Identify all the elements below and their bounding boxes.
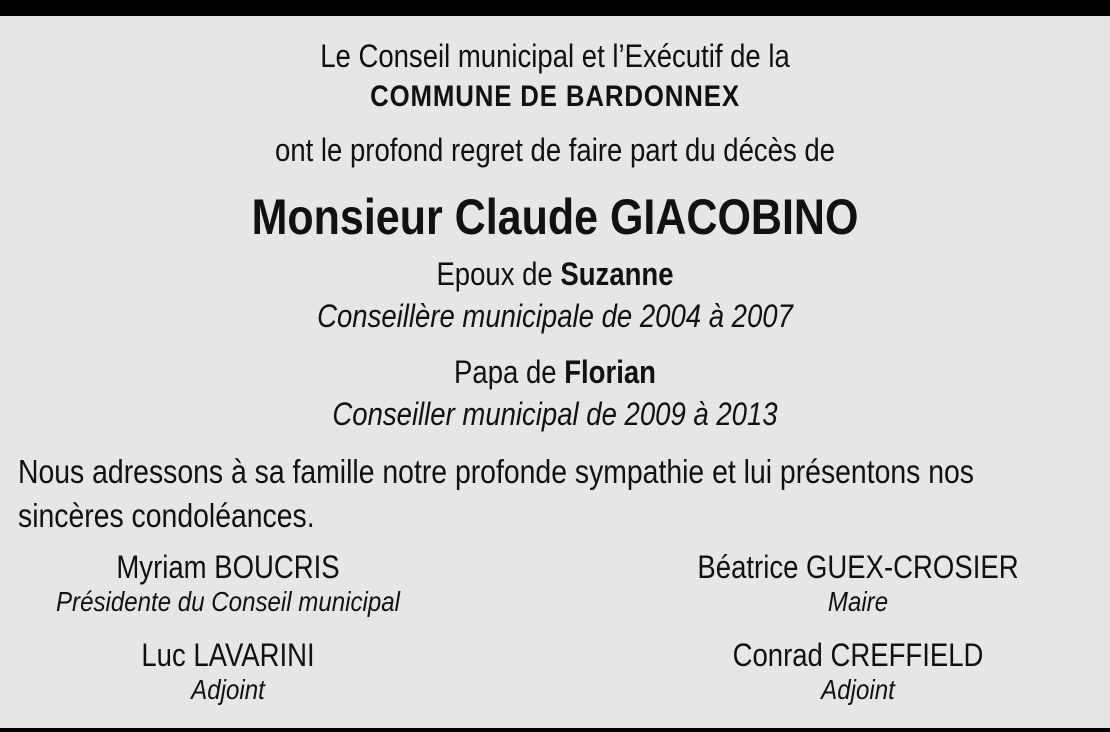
relation-name: Florian [564,354,656,390]
condolences-text: Nous adressons à sa famille notre profonde sympathie et lui présentons nos sincères condoléances. [18,453,974,534]
signatory-name: Luc LAVARINI [141,637,315,673]
relation-prefix: Epoux de [436,256,561,292]
signatory [617,636,1099,706]
intro-line: Le Conseil municipal et l’Exécutif de la [320,38,790,74]
signatory-title: Maire [827,586,889,617]
relation-spouse [78,256,1033,293]
signatory [617,548,1099,618]
signatory-title: Adjoint [821,674,895,705]
relation-child [78,354,1033,391]
signatory-title: Présidente du Conseil municipal [56,586,400,617]
signatory-name: Béatrice GUEX-CROSIER [697,549,1019,585]
regret-line: ont le profond regret de faire part du décès de [275,132,835,168]
bottom-border [0,728,1110,732]
signatory-name: Myriam BOUCRIS [116,549,340,585]
signatory [0,636,469,706]
relation-name: Suzanne [560,256,674,292]
relation-role: Conseillère municipale de 2004 à 2007 [317,298,793,334]
commune-name: COMMUNE DE BARDONNEX [370,80,740,113]
signatory-title: Adjoint [191,674,265,705]
relation-prefix: Papa de [454,354,565,390]
signatory-name: Conrad CREFFIELD [732,637,984,673]
signatory [0,548,469,618]
relation-role: Conseiller municipal de 2009 à 2013 [332,396,778,432]
death-notice [0,16,1110,728]
top-border [0,0,1110,16]
deceased-name: Monsieur Claude GIACOBINO [251,189,859,245]
